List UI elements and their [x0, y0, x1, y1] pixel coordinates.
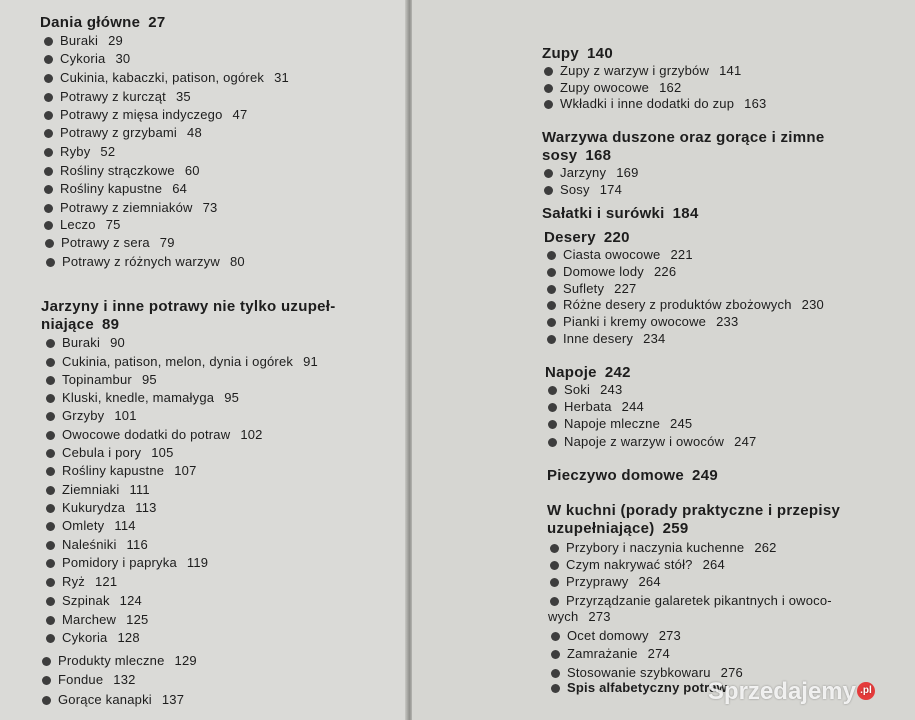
bullet-icon	[544, 169, 553, 178]
item-label: Soki	[564, 382, 591, 397]
item-label: Potrawy z kurcząt	[60, 89, 166, 104]
bullet-icon	[46, 597, 55, 606]
list-item	[548, 416, 692, 432]
item-label: Wkładki i inne dodatki do zup	[560, 96, 735, 111]
item-page: 64	[172, 181, 188, 196]
list-item	[46, 354, 318, 370]
item-page: 230	[801, 297, 824, 312]
item-page: 60	[184, 163, 200, 178]
section-page: 184	[672, 205, 699, 222]
list-item	[44, 181, 187, 197]
bullet-icon	[46, 431, 55, 440]
item-page: 162	[659, 80, 682, 95]
list-item	[550, 574, 661, 590]
item-label: Kluski, knedle, mamałyga	[62, 390, 215, 405]
item-page: 95	[224, 390, 240, 405]
item-label: Cukinia, patison, melon, dynia i ogórek	[62, 354, 294, 369]
item-label: Pomidory i papryka	[62, 555, 177, 570]
item-page: 125	[126, 612, 149, 627]
list-item	[547, 264, 676, 280]
list-item	[544, 80, 681, 96]
item-label: Potrawy z ziemniaków	[60, 200, 193, 215]
item-label: Leczo	[60, 217, 96, 232]
item-label: Przyrządzanie galaretek pikantnych i owoco-	[566, 593, 832, 608]
item-label: Ryby	[60, 144, 91, 159]
bullet-icon	[44, 37, 53, 46]
list-item	[551, 628, 681, 644]
section-heading	[545, 364, 631, 382]
bullet-icon	[547, 301, 556, 310]
list-item	[550, 557, 725, 573]
item-label: Przyprawy	[566, 574, 629, 589]
item-label: Omlety	[62, 518, 105, 533]
item-label: Cykoria	[60, 51, 106, 66]
list-item	[46, 612, 148, 628]
item-label: wych	[548, 609, 579, 624]
bullet-icon	[46, 634, 55, 643]
item-page: 113	[135, 500, 157, 515]
item-label: Zamrażanie	[567, 646, 638, 661]
list-item	[46, 537, 148, 553]
item-page: 47	[232, 107, 248, 122]
list-item	[46, 482, 150, 498]
bullet-icon	[44, 204, 53, 213]
bullet-icon	[544, 186, 553, 195]
item-label: Grzyby	[62, 408, 105, 423]
section-page: 242	[604, 364, 631, 381]
bullet-icon	[46, 339, 55, 348]
list-item	[547, 314, 738, 330]
bullet-icon	[44, 167, 53, 176]
item-page: 169	[616, 165, 639, 180]
list-item-continued	[548, 609, 611, 625]
list-item	[544, 165, 639, 181]
list-item	[547, 331, 665, 347]
section-title: uzupełniające)	[547, 520, 655, 537]
bullet-icon	[550, 597, 559, 606]
list-item	[550, 593, 832, 609]
section-heading	[40, 14, 166, 32]
item-label: Ocet domowy	[567, 628, 649, 643]
bullet-icon	[42, 696, 51, 705]
section-title: sosy	[542, 147, 578, 164]
section-heading	[542, 129, 825, 147]
item-page: 264	[638, 574, 661, 589]
item-label: Kukurydza	[62, 500, 126, 515]
bullet-icon	[46, 522, 55, 531]
bullet-icon	[46, 467, 55, 476]
item-label: Naleśniki	[62, 537, 117, 552]
list-item	[548, 434, 756, 450]
bullet-icon	[548, 403, 557, 412]
list-item	[46, 574, 117, 590]
bullet-icon	[547, 318, 556, 327]
bullet-icon	[550, 578, 559, 587]
bullet-icon	[44, 74, 53, 83]
section-page: 140	[587, 45, 613, 62]
bullet-icon	[544, 67, 553, 76]
item-label: Napoje z warzyw i owoców	[564, 434, 725, 449]
bullet-icon	[44, 93, 53, 102]
item-page: 124	[119, 593, 142, 608]
list-item	[44, 107, 247, 123]
section-title: niające	[41, 316, 94, 333]
list-item	[46, 500, 157, 516]
item-page: 244	[621, 399, 644, 414]
item-page: 111	[129, 482, 150, 497]
list-item	[46, 390, 239, 406]
bullet-icon	[544, 84, 553, 93]
bullet-icon	[46, 449, 55, 458]
list-item	[551, 646, 670, 662]
item-page: 73	[202, 200, 218, 215]
list-item	[46, 630, 140, 646]
item-page: 107	[174, 463, 197, 478]
section-title: Sałatki i surówki	[542, 205, 665, 222]
item-label: Herbata	[564, 399, 612, 414]
section-heading	[547, 467, 718, 485]
list-item	[44, 217, 121, 233]
item-label: Produkty mleczne	[58, 653, 165, 668]
item-page: 102	[240, 427, 263, 442]
item-label: Cebula i pory	[62, 445, 142, 460]
list-item	[44, 70, 289, 86]
list-item	[46, 463, 197, 479]
list-item	[46, 555, 208, 571]
list-item	[548, 399, 644, 415]
list-item	[547, 281, 636, 297]
item-label: Pianki i kremy owocowe	[563, 314, 707, 329]
item-label: Czym nakrywać stół?	[566, 557, 693, 572]
section-title: Warzywa duszone oraz gorące i zimne	[542, 129, 825, 146]
item-page: 79	[159, 235, 175, 250]
item-label: Potrawy z sera	[61, 235, 150, 250]
item-label: Domowe lody	[563, 264, 644, 279]
section-page: 220	[603, 229, 630, 246]
item-page: 31	[274, 70, 289, 85]
bullet-icon	[46, 394, 55, 403]
item-page: 35	[176, 89, 191, 104]
item-label: Różne desery z produktów zbożowych	[563, 297, 792, 312]
bullet-icon	[547, 268, 556, 277]
bullet-icon	[44, 111, 53, 120]
watermark-logo	[708, 678, 875, 706]
bullet-icon	[46, 559, 55, 568]
section-title: Pieczywo domowe	[547, 467, 685, 484]
item-label: Sosy	[560, 182, 590, 197]
section-title: W kuchni (porady praktyczne i przepisy	[547, 502, 841, 519]
bullet-icon	[46, 504, 55, 513]
list-item	[44, 33, 123, 49]
item-label: Marchew	[62, 612, 117, 627]
bullet-icon	[46, 541, 55, 550]
item-label: Zupy owocowe	[560, 80, 650, 95]
item-page: 30	[115, 51, 131, 66]
bullet-icon	[45, 239, 54, 248]
section-heading	[547, 502, 840, 520]
item-label: Fondue	[58, 672, 104, 687]
item-label: Szpinak	[62, 593, 110, 608]
item-label: Zupy z warzyw i grzybów	[560, 63, 710, 78]
left-page	[0, 0, 408, 720]
item-page: 128	[117, 630, 140, 645]
item-page: 137	[161, 692, 185, 707]
item-label: Rośliny kapustne	[62, 463, 165, 478]
section-page: 89	[101, 316, 120, 333]
bullet-icon	[550, 544, 559, 553]
item-page: 141	[719, 63, 742, 78]
item-page: 273	[588, 609, 611, 624]
list-item	[44, 144, 115, 160]
bullet-icon	[44, 185, 53, 194]
list-item	[46, 518, 136, 534]
section-page: 259	[662, 520, 689, 537]
item-label: Ciasta owocowe	[563, 247, 661, 262]
bullet-icon	[46, 258, 55, 267]
section-heading	[544, 229, 630, 247]
item-page: 247	[734, 434, 757, 449]
list-item	[548, 382, 622, 398]
item-label: Potrawy z mięsa indyczego	[60, 107, 223, 122]
list-item	[46, 593, 142, 609]
item-label: Spis alfabetyczny potraw	[567, 680, 728, 695]
item-label: Inne desery	[563, 331, 634, 346]
toc-right	[412, 0, 915, 720]
section-title: Desery	[544, 229, 596, 246]
list-item	[550, 540, 777, 556]
item-page: 116	[126, 537, 148, 552]
section-heading-continued	[547, 520, 689, 538]
item-page: 90	[110, 335, 125, 350]
list-item	[44, 51, 130, 67]
item-label: Potrawy z grzybami	[60, 125, 178, 140]
list-item	[46, 335, 125, 351]
item-page: 274	[647, 646, 670, 661]
item-page: 95	[141, 372, 157, 387]
section-page: 27	[148, 14, 166, 31]
item-page: 129	[174, 653, 197, 668]
list-item	[42, 672, 136, 688]
item-page: 273	[658, 628, 681, 643]
list-item	[46, 408, 137, 424]
item-page: 221	[670, 247, 693, 262]
item-page: 227	[614, 281, 637, 296]
item-page: 119	[186, 555, 209, 570]
item-page: 132	[113, 672, 136, 687]
item-label: Ryż	[62, 574, 85, 589]
list-item	[544, 63, 741, 79]
section-title: Dania główne	[40, 14, 141, 31]
item-page: 105	[151, 445, 174, 460]
item-page: 114	[114, 518, 136, 533]
item-page: 101	[114, 408, 137, 423]
section-page: 168	[585, 147, 612, 164]
section-title: Zupy	[542, 45, 580, 62]
list-item	[544, 182, 622, 198]
list-item	[42, 692, 184, 708]
item-label: Rośliny kapustne	[60, 181, 163, 196]
list-item	[45, 235, 175, 251]
list-item	[44, 163, 200, 179]
item-label: Napoje mleczne	[564, 416, 661, 431]
bullet-icon	[551, 669, 560, 678]
item-label: Potrawy z różnych warzyw	[62, 254, 220, 269]
item-label: Stosowanie szybkowaru	[567, 665, 711, 680]
item-label: Owocowe dodatki do potraw	[62, 427, 231, 442]
section-heading	[542, 205, 699, 223]
item-page: 245	[670, 416, 693, 431]
item-label: Suflety	[563, 281, 605, 296]
bullet-icon	[46, 578, 55, 587]
toc-left	[0, 0, 408, 720]
list-item	[44, 200, 217, 216]
item-label: Topinambur	[62, 372, 132, 387]
right-page	[412, 0, 915, 720]
section-heading-continued	[41, 316, 119, 334]
list-item	[46, 372, 157, 388]
item-page: 174	[599, 182, 622, 197]
bullet-icon	[46, 412, 55, 421]
item-label: Buraki	[60, 33, 99, 48]
bullet-icon	[548, 438, 557, 447]
item-page: 243	[600, 382, 623, 397]
item-page: 75	[105, 217, 121, 232]
bullet-icon	[548, 386, 557, 395]
bullet-icon	[547, 285, 556, 294]
list-item	[44, 89, 191, 105]
item-label: Przybory i naczynia kuchenne	[566, 540, 745, 555]
list-item	[44, 125, 202, 141]
item-page: 226	[653, 264, 677, 279]
item-page: 276	[720, 665, 743, 680]
bullet-icon	[551, 632, 560, 641]
item-page: 121	[95, 574, 118, 589]
bullet-icon	[544, 100, 553, 109]
item-label: Cukinia, kabaczki, patison, ogórek	[60, 70, 265, 85]
bullet-icon	[42, 657, 51, 666]
section-title: Napoje	[545, 364, 597, 381]
section-heading	[41, 298, 336, 316]
item-page: 163	[744, 96, 767, 111]
section-page: 249	[692, 467, 718, 484]
item-label: Gorące kanapki	[58, 692, 152, 707]
bullet-icon	[550, 561, 559, 570]
list-item	[547, 297, 824, 313]
item-page: 262	[754, 540, 777, 555]
bullet-icon	[547, 251, 556, 260]
bullet-icon	[548, 420, 557, 429]
item-label: Ziemniaki	[62, 482, 120, 497]
item-page: 91	[303, 354, 318, 369]
list-item	[42, 653, 197, 669]
bullet-icon	[46, 616, 55, 625]
item-page: 52	[100, 144, 116, 159]
bullet-icon	[551, 650, 560, 659]
list-item	[46, 254, 245, 270]
watermark-text: Sprzedajemy	[707, 678, 856, 705]
section-title: Jarzyny i inne potrawy nie tylko uzupeł-	[41, 298, 336, 315]
item-label: Rośliny strączkowe	[60, 163, 175, 178]
bullet-icon	[44, 148, 53, 157]
bullet-icon	[44, 55, 53, 64]
item-page: 48	[187, 125, 202, 140]
item-label: Buraki	[62, 335, 101, 350]
bullet-icon	[547, 335, 556, 344]
bullet-icon	[46, 358, 55, 367]
item-page: 29	[108, 33, 123, 48]
list-item	[46, 427, 263, 443]
bullet-icon	[42, 676, 51, 685]
item-page: 80	[229, 254, 245, 269]
section-heading	[542, 45, 613, 63]
watermark-suffix: .pl	[857, 682, 875, 700]
list-item	[46, 445, 174, 461]
item-label: Cykoria	[62, 630, 108, 645]
list-item	[544, 96, 766, 112]
bullet-icon	[46, 376, 55, 385]
bullet-icon	[551, 684, 560, 693]
bullet-icon	[46, 486, 55, 495]
item-page: 233	[716, 314, 739, 329]
list-item	[547, 247, 693, 263]
bullet-icon	[44, 129, 53, 138]
item-page: 234	[643, 331, 666, 346]
bullet-icon	[44, 221, 53, 230]
item-page: 264	[702, 557, 725, 572]
section-heading-continued	[542, 147, 611, 165]
item-label: Jarzyny	[560, 165, 607, 180]
